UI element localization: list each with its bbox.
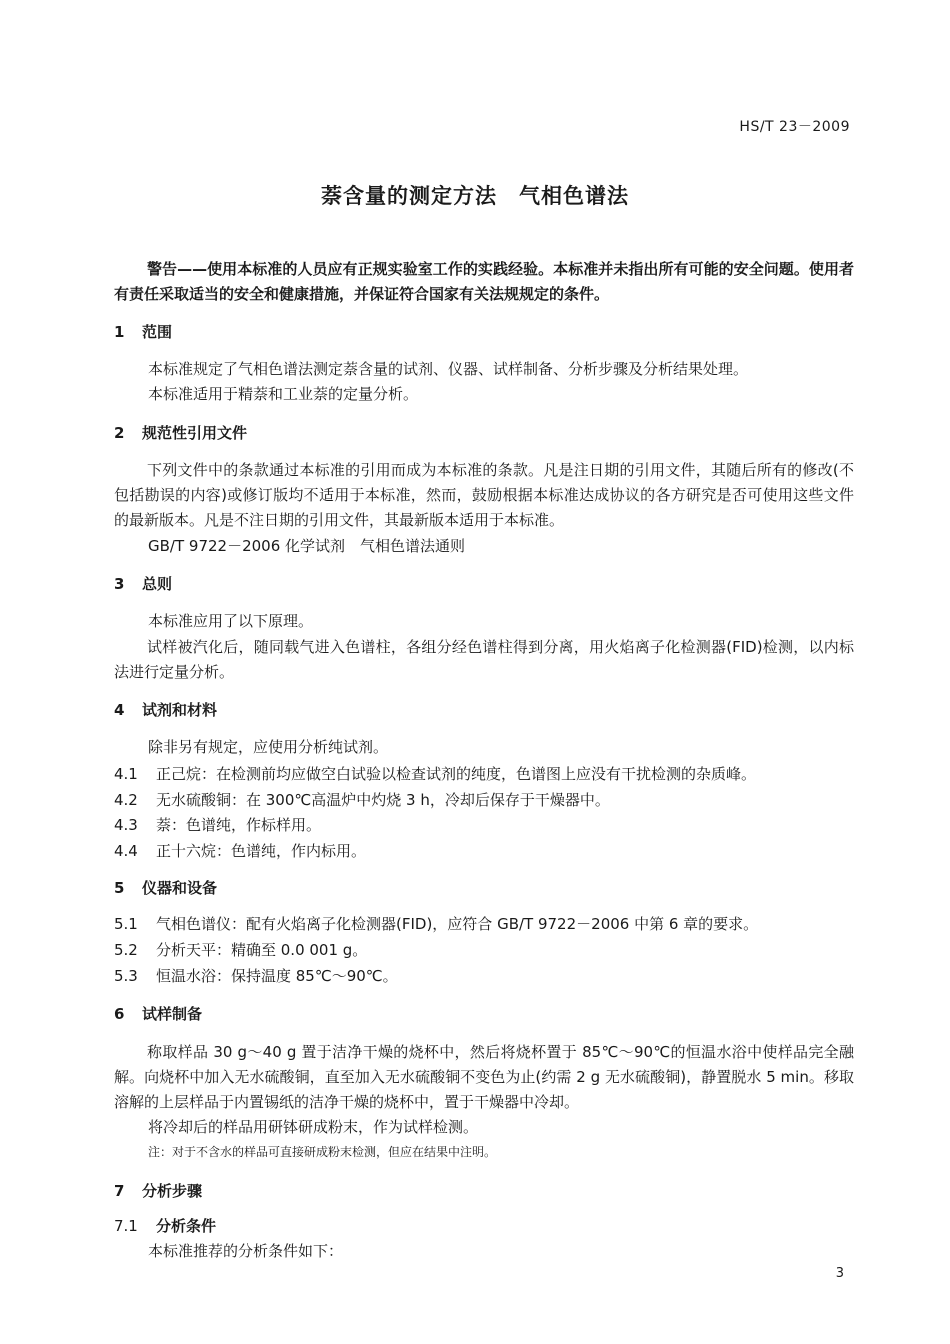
section-4-heading: [114, 699, 217, 720]
section-2-title: 规范性引用文件: [142, 424, 248, 442]
clause-5-2-text: 分析天平：精确至 0.0 001 g。: [156, 941, 368, 959]
section-3-number: 3: [114, 575, 125, 593]
section-2-reference: GB/T 9722－2006 化学试剂 气相色谱法通则: [148, 537, 466, 555]
clause-4-2-number: 4.2: [114, 791, 138, 809]
clause-4-4-text: 正十六烷：色谱纯，作内标用。: [156, 842, 367, 860]
section-7-title: 分析步骤: [142, 1182, 203, 1200]
clause-5-2-number: 5.2: [114, 941, 138, 959]
clause-5-1-number: 5.1: [114, 915, 138, 933]
section-6-paragraph-1: 称取样品 30 g～40 g 置于洁净干燥的烧杯中，然后将烧杯置于 85℃～90℃的恒温水浴中使样品完全融解。向烧杯中加入无水硫酸铜，直至加入无水硫酸铜不变色为止(约需 2 g 无水硫酸铜)，静置脱水 5 min。移取溶解的上层样品于内置锡纸的洁净干燥的烧杯中，置于干燥器中冷却。: [114, 1043, 854, 1111]
section-4-number: 4: [114, 701, 125, 719]
clause-4-3-text: 萘：色谱纯，作标样用。: [156, 816, 322, 834]
section-2-paragraph: 下列文件中的条款通过本标准的引用而成为本标准的条款。凡是注日期的引用文件，其随后所有的修改(不包括勘误的内容)或修订版均不适用于本标准，然而，鼓励根据本标准达成协议的各方研究是否可使用这些文件的最新版本。凡是不注日期的引用文件，其最新版本适用于本标准。: [114, 461, 854, 529]
page-number: 3: [835, 1266, 844, 1281]
section-1-number: 1: [114, 323, 125, 341]
clause-7-1-title: 分析条件: [156, 1217, 217, 1235]
clause-4-1: [114, 763, 756, 784]
section-7-heading: [114, 1180, 202, 1201]
section-7-paragraph-1: 本标准推荐的分析条件如下：: [148, 1242, 344, 1260]
section-7-number: 7: [114, 1182, 125, 1200]
section-1-title: 范围: [142, 323, 173, 341]
section-6-title: 试样制备: [142, 1005, 203, 1023]
clause-5-3-number: 5.3: [114, 967, 138, 985]
clause-4-3: [114, 814, 321, 835]
section-6-number: 6: [114, 1005, 125, 1023]
clause-7-1-heading: [114, 1215, 216, 1236]
section-1-heading: [114, 321, 172, 342]
section-2-number: 2: [114, 424, 125, 442]
clause-4-3-number: 4.3: [114, 816, 138, 834]
clause-5-3-text: 恒温水浴：保持温度 85℃～90℃。: [156, 967, 398, 985]
section-4-paragraph-1: 除非另有规定，应使用分析纯试剂。: [148, 738, 389, 756]
clause-5-2: [114, 939, 367, 960]
standard-code: HS/T 23－2009: [739, 119, 850, 135]
clause-4-2: [114, 789, 610, 810]
section-5-number: 5: [114, 879, 125, 897]
document-title: 萘含量的测定方法 气相色谱法: [321, 184, 629, 208]
clause-4-4-number: 4.4: [114, 842, 138, 860]
section-1-paragraph-1: 本标准规定了气相色谱法测定萘含量的试剂、仪器、试样制备、分析步骤及分析结果处理。: [148, 360, 749, 378]
clause-5-3: [114, 965, 398, 986]
clause-5-1-text: 气相色谱仪：配有火焰离子化检测器(FID)，应符合 GB/T 9722－2006 中第 6 章的要求。: [156, 915, 759, 933]
clause-4-4: [114, 840, 366, 861]
warning-paragraph: 警告——使用本标准的人员应有正规实验室工作的实践经验。本标准并未指出所有可能的安全问题。使用者有责任采取适当的安全和健康措施，并保证符合国家有关法规规定的条件。: [114, 260, 854, 303]
section-6-note: 注：对于不含水的样品可直接研成粉末检测，但应在结果中注明。: [148, 1145, 497, 1159]
section-3-title: 总则: [142, 575, 173, 593]
clause-4-2-text: 无水硫酸铜：在 300℃高温炉中灼烧 3 h，冷却后保存于干燥器中。: [156, 791, 610, 809]
clause-5-1: [114, 913, 758, 934]
section-1-paragraph-2: 本标准适用于精萘和工业萘的定量分析。: [148, 385, 419, 403]
section-5-heading: [114, 877, 217, 898]
clause-7-1-number: 7.1: [114, 1217, 138, 1235]
section-2-heading: [114, 422, 247, 443]
section-3-paragraph-1: 本标准应用了以下原理。: [148, 612, 314, 630]
section-4-title: 试剂和材料: [142, 701, 218, 719]
section-5-title: 仪器和设备: [142, 879, 218, 897]
section-6-paragraph-2: 将冷却后的样品用研钵研成粉末，作为试样检测。: [148, 1118, 479, 1136]
section-3-paragraph-2: 试样被汽化后，随同载气进入色谱柱，各组分经色谱柱得到分离，用火焰离子化检测器(FID)检测，以内标法进行定量分析。: [114, 638, 854, 681]
clause-4-1-text: 正己烷：在检测前均应做空白试验以检查试剂的纯度，色谱图上应没有干扰检测的杂质峰。: [156, 765, 757, 783]
section-3-heading: [114, 573, 172, 594]
section-6-heading: [114, 1003, 202, 1024]
clause-4-1-number: 4.1: [114, 765, 138, 783]
